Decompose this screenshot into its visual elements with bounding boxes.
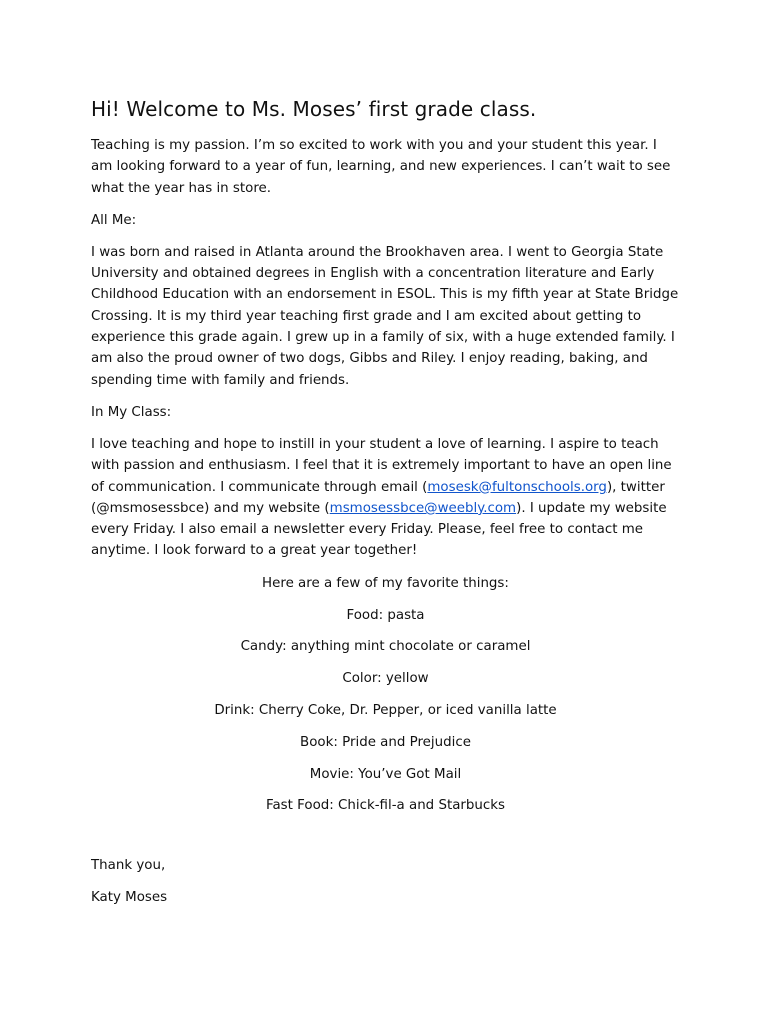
about-paragraph: I was born and raised in Atlanta around the Brookhaven area. I went to Georgia State University and obtained degrees in English with a concentration literature and Early Childhood Education with an endorsement in ESOL. This is my fifth year at State Bridge Crossing. It is my third year teaching first grade and I am excited about getting to experience this grade again. I grew up in a family of six, with a huge extended family. I am also the proud owner of two dogs, Gibbs and Riley. I enjoy reading, baking, and spending time with family and friends. [91,244,679,388]
page-title: Hi! Welcome to Ms. Moses’ first grade class. [91,97,537,121]
email-link[interactable]: mosesk@fultonschools.org [427,479,607,495]
class-paragraph [91,434,680,562]
favorites-section [91,573,680,817]
favorites-intro: Here are a few of my favorite things: [262,575,509,591]
class-text-part3: ). I update my website every Friday. I also email a newsletter every Friday. Please, feel free to contact me anytime. I look forward to a great year together! [91,500,667,559]
favorite-fast-food: Fast Food: Chick-fil-a and Starbucks [266,798,505,814]
intro-paragraph: Teaching is my passion. I’m so excited to work with you and your student this year. I am looking forward to a year of fun, learning, and new experiences. I can’t wait to see what the year has in store. [91,138,671,196]
signature: Katy Moses [91,890,168,906]
class-text-part2: ), twitter (@msmosessbce) and my website ( [91,479,665,516]
favorite-color: Color: yellow [342,671,429,687]
favorite-candy: Candy: anything mint chocolate or caramel [240,639,531,655]
closing-thanks: Thank you, [91,858,166,874]
class-heading: In My Class: [91,404,172,420]
closing-section [91,855,680,908]
favorite-drink: Drink: Cherry Coke, Dr. Pepper, or iced vanilla latte [214,702,557,718]
website-link[interactable]: msmosessbce@weebly.com [329,500,517,516]
favorite-food: Food: pasta [346,607,425,623]
favorite-movie: Movie: You’ve Got Mail [309,766,462,782]
favorite-book: Book: Pride and Prejudice [300,734,471,750]
about-heading: All Me: [91,212,137,228]
class-text-part1: I love teaching and hope to instill in your student a love of learning. I aspire to teach with passion and enthusiasm. I feel that it is extremely important to have an open line of communication. I communicate through email ( [91,436,672,495]
